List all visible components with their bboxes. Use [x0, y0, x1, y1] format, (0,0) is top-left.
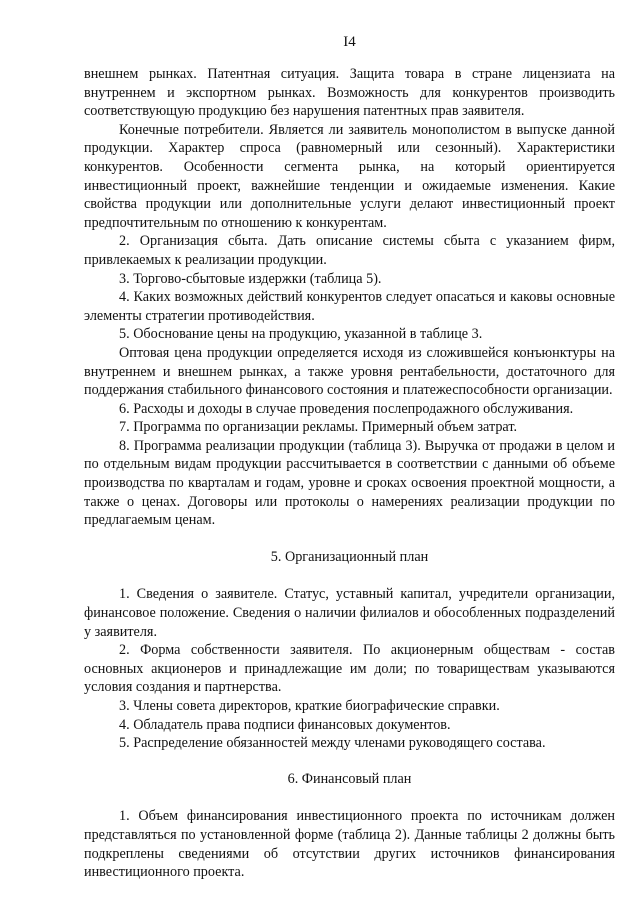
paragraph-after-sales: 6. Расходы и доходы в случае проведения послепродажного обслуживания. [119, 400, 574, 417]
section-5-paragraph-5: 5. Распределение обязанностей между членами руководящего состава. [119, 735, 546, 752]
paragraph-advertising: 7. Программа по организации рекламы. Примерный объем затрат. [119, 419, 518, 436]
section-5-paragraph-3: 3. Члены совета директоров, краткие биографические справки. [119, 698, 500, 714]
section-5-paragraph-4: 4. Обладатель права подписи финансовых документов. [119, 716, 451, 733]
paragraph-patent-situation: внешнем рынках. Патентная ситуация. Защита товара в стране лицензиата на внутреннем и экспортном рынках. Возможность для конкурентов производить соответствующую продукцию без нарушения патентных прав заявителя. [84, 66, 615, 120]
page-number: I4 [343, 34, 356, 50]
paragraph-sales-costs: 3. Торгово-сбытовые издержки (таблица 5). [119, 270, 382, 287]
paragraph-end-consumers: Конечные потребители. Является ли заявитель монополистом в выпуске данной продукции. Характер спроса (равномерный или сезонный). Характеристики конкурентов. Особенности сегмента рынка, на который ориентируется инвестиционный проект, важнейшие тенденции и ожидаемые изменения. Какие свойства продукции или дополнительные услуги делают инвестиционный проект предпочтительным по отношению к конкурентам. [84, 121, 615, 231]
paragraph-price-justification: 5. Обоснование цены на продукцию, указанной в таблице 3. [119, 326, 483, 343]
paragraph-sales-program: 8. Программа реализации продукции (таблица 3). Выручка от продажи в целом и по отдельным видам продукции рассчитывается в соответствии с данными об объеме производства по кварталам и годам, уровне и сроках освоения проектной мощности, а также о ценах. Договоры или протоколы о намерениях реализации продукции по предлагаемым ценам. [84, 437, 615, 529]
section-5-paragraph-1: 1. Сведения о заявителе. Статус, уставный капитал, учредители организации, финансовое положение. Сведения о наличии филиалов и обособленных подразделений у заявителя. [84, 586, 615, 640]
section-5-paragraph-2: 2. Форма собственности заявителя. По акционерным обществам - состав основных акционеров и принадлежащие им доли; по товариществам указываются условия создания и партнерства. [84, 642, 615, 696]
paragraph-wholesale-price: Оптовая цена продукции определяется исходя из сложившейся конъюнктуры на внутреннем и внешнем рынках, а также уровня рентабельности, достаточного для поддержания стабильного финансового состояния и платежеспособности организации. [84, 344, 615, 399]
section-6-paragraph-1: 1. Объем финансирования инвестиционного проекта по источникам должен представляться по установленной форме (таблица 2). Данные таблицы 2 должны быть подкреплены сведениями об отсутствии других источников финансирования инвестиционного проекта. [84, 808, 615, 881]
paragraph-competitor-actions: 4. Каких возможных действий конкурентов следует опасаться и каковы основные элементы стратегии противодействия. [84, 289, 615, 324]
section-5-heading: 5. Организационный план [270, 548, 429, 565]
section-6-heading: 6. Финансовый план [287, 770, 412, 787]
paragraph-sales-organization: 2. Организация сбыта. Дать описание системы сбыта с указанием фирм, привлекаемых к реализации продукции. [84, 233, 615, 268]
document-body [84, 65, 615, 882]
